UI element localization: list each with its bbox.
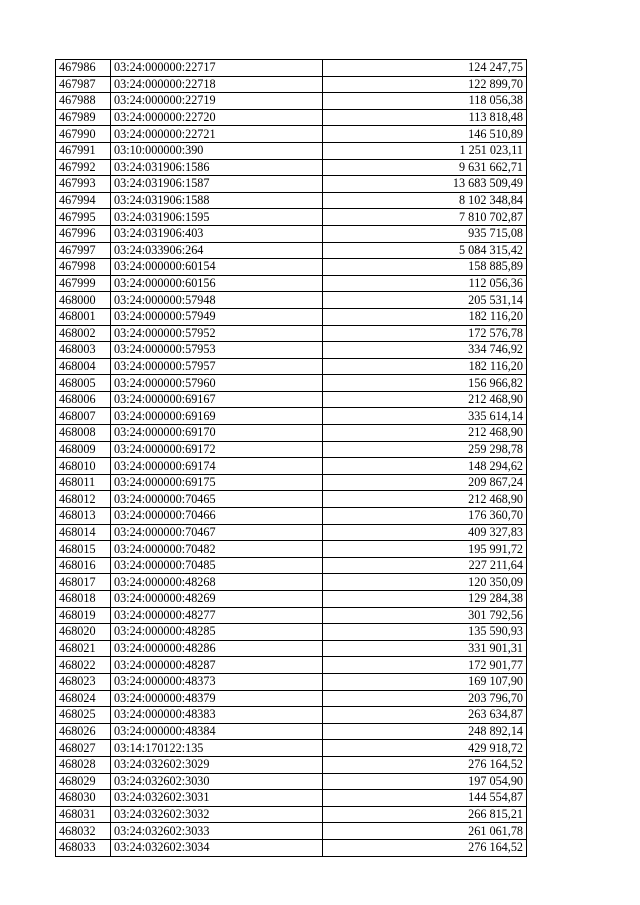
- row-number-cell: 468017: [56, 574, 111, 591]
- table-row: [56, 109, 527, 126]
- table-row: [56, 541, 527, 558]
- row-number-cell: 467991: [56, 142, 111, 159]
- table-row: [56, 93, 527, 110]
- amount-cell: 182 116,20: [323, 308, 527, 325]
- registry-table: [55, 59, 527, 857]
- cadastral-number-cell: 03:24:000000:70466: [111, 508, 323, 525]
- row-number-cell: 468024: [56, 690, 111, 707]
- amount-cell: 331 901,31: [323, 640, 527, 657]
- cadastral-number-cell: 03:24:000000:60156: [111, 275, 323, 292]
- row-number-cell: 467988: [56, 93, 111, 110]
- row-number-cell: 468002: [56, 325, 111, 342]
- row-number-cell: 468028: [56, 756, 111, 773]
- amount-cell: 248 892,14: [323, 723, 527, 740]
- cadastral-number-cell: 03:24:000000:57960: [111, 375, 323, 392]
- row-number-cell: 467998: [56, 259, 111, 276]
- amount-cell: 195 991,72: [323, 541, 527, 558]
- amount-cell: 266 815,21: [323, 806, 527, 823]
- row-number-cell: 467990: [56, 126, 111, 143]
- amount-cell: 409 327,83: [323, 524, 527, 541]
- cadastral-number-cell: 03:24:000000:48373: [111, 673, 323, 690]
- table-row: [56, 192, 527, 209]
- cadastral-number-cell: 03:24:032602:3033: [111, 823, 323, 840]
- cadastral-number-cell: 03:24:031906:1586: [111, 159, 323, 176]
- cadastral-number-cell: 03:24:000000:22717: [111, 60, 323, 77]
- row-number-cell: 468030: [56, 790, 111, 807]
- cadastral-number-cell: 03:24:000000:48269: [111, 591, 323, 608]
- table-row: [56, 790, 527, 807]
- amount-cell: 429 918,72: [323, 740, 527, 757]
- row-number-cell: 467986: [56, 60, 111, 77]
- cadastral-number-cell: 03:24:000000:48268: [111, 574, 323, 591]
- amount-cell: 1 251 023,11: [323, 142, 527, 159]
- amount-cell: 935 715,08: [323, 225, 527, 242]
- registry-table-body: [56, 60, 527, 857]
- table-row: [56, 308, 527, 325]
- cadastral-number-cell: 03:24:000000:48277: [111, 607, 323, 624]
- cadastral-number-cell: 03:24:000000:60154: [111, 259, 323, 276]
- row-number-cell: 468009: [56, 441, 111, 458]
- table-row: [56, 209, 527, 226]
- row-number-cell: 467996: [56, 225, 111, 242]
- cadastral-number-cell: 03:24:000000:57957: [111, 358, 323, 375]
- table-row: [56, 524, 527, 541]
- cadastral-number-cell: 03:24:032602:3030: [111, 773, 323, 790]
- amount-cell: 205 531,14: [323, 292, 527, 309]
- row-number-cell: 467995: [56, 209, 111, 226]
- table-row: [56, 441, 527, 458]
- cadastral-number-cell: 03:24:000000:70465: [111, 491, 323, 508]
- amount-cell: 182 116,20: [323, 358, 527, 375]
- row-number-cell: 468006: [56, 391, 111, 408]
- table-row: [56, 723, 527, 740]
- row-number-cell: 468027: [56, 740, 111, 757]
- cadastral-number-cell: 03:24:032602:3029: [111, 756, 323, 773]
- amount-cell: 122 899,70: [323, 76, 527, 93]
- table-row: [56, 657, 527, 674]
- table-row: [56, 508, 527, 525]
- cadastral-number-cell: 03:24:000000:70467: [111, 524, 323, 541]
- row-number-cell: 467987: [56, 76, 111, 93]
- row-number-cell: 468000: [56, 292, 111, 309]
- row-number-cell: 468011: [56, 474, 111, 491]
- table-row: [56, 640, 527, 657]
- amount-cell: 146 510,89: [323, 126, 527, 143]
- table-row: [56, 391, 527, 408]
- cadastral-number-cell: 03:10:000000:390: [111, 142, 323, 159]
- row-number-cell: 468022: [56, 657, 111, 674]
- amount-cell: 227 211,64: [323, 557, 527, 574]
- cadastral-number-cell: 03:24:000000:48286: [111, 640, 323, 657]
- cadastral-number-cell: 03:24:032602:3032: [111, 806, 323, 823]
- cadastral-number-cell: 03:24:000000:69172: [111, 441, 323, 458]
- row-number-cell: 468025: [56, 707, 111, 724]
- cadastral-number-cell: 03:24:031906:1588: [111, 192, 323, 209]
- table-row: [56, 806, 527, 823]
- amount-cell: 156 966,82: [323, 375, 527, 392]
- cadastral-number-cell: 03:24:000000:69167: [111, 391, 323, 408]
- table-row: [56, 159, 527, 176]
- row-number-cell: 468014: [56, 524, 111, 541]
- amount-cell: 158 885,89: [323, 259, 527, 276]
- table-row: [56, 408, 527, 425]
- row-number-cell: 468033: [56, 839, 111, 856]
- table-row: [56, 126, 527, 143]
- table-row: [56, 839, 527, 856]
- row-number-cell: 468031: [56, 806, 111, 823]
- cadastral-number-cell: 03:24:000000:57953: [111, 342, 323, 359]
- amount-cell: 212 468,90: [323, 425, 527, 442]
- table-row: [56, 242, 527, 259]
- amount-cell: 176 360,70: [323, 508, 527, 525]
- table-row: [56, 358, 527, 375]
- amount-cell: 209 867,24: [323, 474, 527, 491]
- cadastral-number-cell: 03:24:032602:3034: [111, 839, 323, 856]
- row-number-cell: 468003: [56, 342, 111, 359]
- row-number-cell: 467994: [56, 192, 111, 209]
- amount-cell: 212 468,90: [323, 391, 527, 408]
- amount-cell: 5 084 315,42: [323, 242, 527, 259]
- table-row: [56, 474, 527, 491]
- row-number-cell: 468016: [56, 557, 111, 574]
- cadastral-number-cell: 03:24:000000:48384: [111, 723, 323, 740]
- table-row: [56, 142, 527, 159]
- table-row: [56, 425, 527, 442]
- cadastral-number-cell: 03:24:000000:69174: [111, 458, 323, 475]
- row-number-cell: 467989: [56, 109, 111, 126]
- row-number-cell: 468021: [56, 640, 111, 657]
- row-number-cell: 468032: [56, 823, 111, 840]
- table-row: [56, 458, 527, 475]
- amount-cell: 263 634,87: [323, 707, 527, 724]
- row-number-cell: 468010: [56, 458, 111, 475]
- cadastral-number-cell: 03:24:000000:22719: [111, 93, 323, 110]
- table-row: [56, 823, 527, 840]
- table-row: [56, 740, 527, 757]
- amount-cell: 334 746,92: [323, 342, 527, 359]
- row-number-cell: 468019: [56, 607, 111, 624]
- amount-cell: 148 294,62: [323, 458, 527, 475]
- amount-cell: 335 614,14: [323, 408, 527, 425]
- table-row: [56, 591, 527, 608]
- amount-cell: 120 350,09: [323, 574, 527, 591]
- amount-cell: 112 056,36: [323, 275, 527, 292]
- row-number-cell: 467997: [56, 242, 111, 259]
- cadastral-number-cell: 03:24:000000:69170: [111, 425, 323, 442]
- table-row: [56, 292, 527, 309]
- amount-cell: 124 247,75: [323, 60, 527, 77]
- table-row: [56, 60, 527, 77]
- table-row: [56, 624, 527, 641]
- amount-cell: 144 554,87: [323, 790, 527, 807]
- cadastral-number-cell: 03:24:000000:48285: [111, 624, 323, 641]
- row-number-cell: 468015: [56, 541, 111, 558]
- cadastral-number-cell: 03:24:000000:57952: [111, 325, 323, 342]
- cadastral-number-cell: 03:24:000000:22718: [111, 76, 323, 93]
- cadastral-number-cell: 03:24:000000:57949: [111, 308, 323, 325]
- cadastral-number-cell: 03:24:000000:69169: [111, 408, 323, 425]
- row-number-cell: 467992: [56, 159, 111, 176]
- table-row: [56, 176, 527, 193]
- row-number-cell: 468012: [56, 491, 111, 508]
- amount-cell: 259 298,78: [323, 441, 527, 458]
- cadastral-number-cell: 03:24:000000:48379: [111, 690, 323, 707]
- table-row: [56, 342, 527, 359]
- amount-cell: 276 164,52: [323, 839, 527, 856]
- cadastral-number-cell: 03:24:000000:48287: [111, 657, 323, 674]
- row-number-cell: 468001: [56, 308, 111, 325]
- amount-cell: 276 164,52: [323, 756, 527, 773]
- row-number-cell: 468013: [56, 508, 111, 525]
- row-number-cell: 467993: [56, 176, 111, 193]
- cadastral-number-cell: 03:24:031906:403: [111, 225, 323, 242]
- row-number-cell: 467999: [56, 275, 111, 292]
- amount-cell: 129 284,38: [323, 591, 527, 608]
- amount-cell: 135 590,93: [323, 624, 527, 641]
- table-row: [56, 557, 527, 574]
- table-row: [56, 773, 527, 790]
- amount-cell: 301 792,56: [323, 607, 527, 624]
- cadastral-number-cell: 03:24:000000:69175: [111, 474, 323, 491]
- amount-cell: 169 107,90: [323, 673, 527, 690]
- row-number-cell: 468007: [56, 408, 111, 425]
- amount-cell: 8 102 348,84: [323, 192, 527, 209]
- table-row: [56, 275, 527, 292]
- table-row: [56, 325, 527, 342]
- cadastral-number-cell: 03:24:000000:70485: [111, 557, 323, 574]
- row-number-cell: 468023: [56, 673, 111, 690]
- table-row: [56, 76, 527, 93]
- row-number-cell: 468018: [56, 591, 111, 608]
- cadastral-number-cell: 03:24:031906:1587: [111, 176, 323, 193]
- amount-cell: 203 796,70: [323, 690, 527, 707]
- row-number-cell: 468005: [56, 375, 111, 392]
- cadastral-number-cell: 03:24:000000:22720: [111, 109, 323, 126]
- amount-cell: 172 901,77: [323, 657, 527, 674]
- cadastral-number-cell: 03:14:170122:135: [111, 740, 323, 757]
- table-row: [56, 673, 527, 690]
- table-row: [56, 375, 527, 392]
- amount-cell: 113 818,48: [323, 109, 527, 126]
- amount-cell: 118 056,38: [323, 93, 527, 110]
- amount-cell: 197 054,90: [323, 773, 527, 790]
- row-number-cell: 468029: [56, 773, 111, 790]
- table-row: [56, 259, 527, 276]
- table-row: [56, 707, 527, 724]
- table-row: [56, 607, 527, 624]
- amount-cell: 7 810 702,87: [323, 209, 527, 226]
- amount-cell: 172 576,78: [323, 325, 527, 342]
- table-row: [56, 225, 527, 242]
- amount-cell: 261 061,78: [323, 823, 527, 840]
- amount-cell: 9 631 662,71: [323, 159, 527, 176]
- amount-cell: 212 468,90: [323, 491, 527, 508]
- amount-cell: 13 683 509,49: [323, 176, 527, 193]
- cadastral-number-cell: 03:24:000000:70482: [111, 541, 323, 558]
- row-number-cell: 468020: [56, 624, 111, 641]
- row-number-cell: 468004: [56, 358, 111, 375]
- cadastral-number-cell: 03:24:032602:3031: [111, 790, 323, 807]
- row-number-cell: 468026: [56, 723, 111, 740]
- cadastral-number-cell: 03:24:000000:22721: [111, 126, 323, 143]
- table-row: [56, 756, 527, 773]
- table-row: [56, 690, 527, 707]
- cadastral-number-cell: 03:24:033906:264: [111, 242, 323, 259]
- row-number-cell: 468008: [56, 425, 111, 442]
- table-row: [56, 491, 527, 508]
- cadastral-number-cell: 03:24:000000:48383: [111, 707, 323, 724]
- table-row: [56, 574, 527, 591]
- cadastral-number-cell: 03:24:031906:1595: [111, 209, 323, 226]
- cadastral-number-cell: 03:24:000000:57948: [111, 292, 323, 309]
